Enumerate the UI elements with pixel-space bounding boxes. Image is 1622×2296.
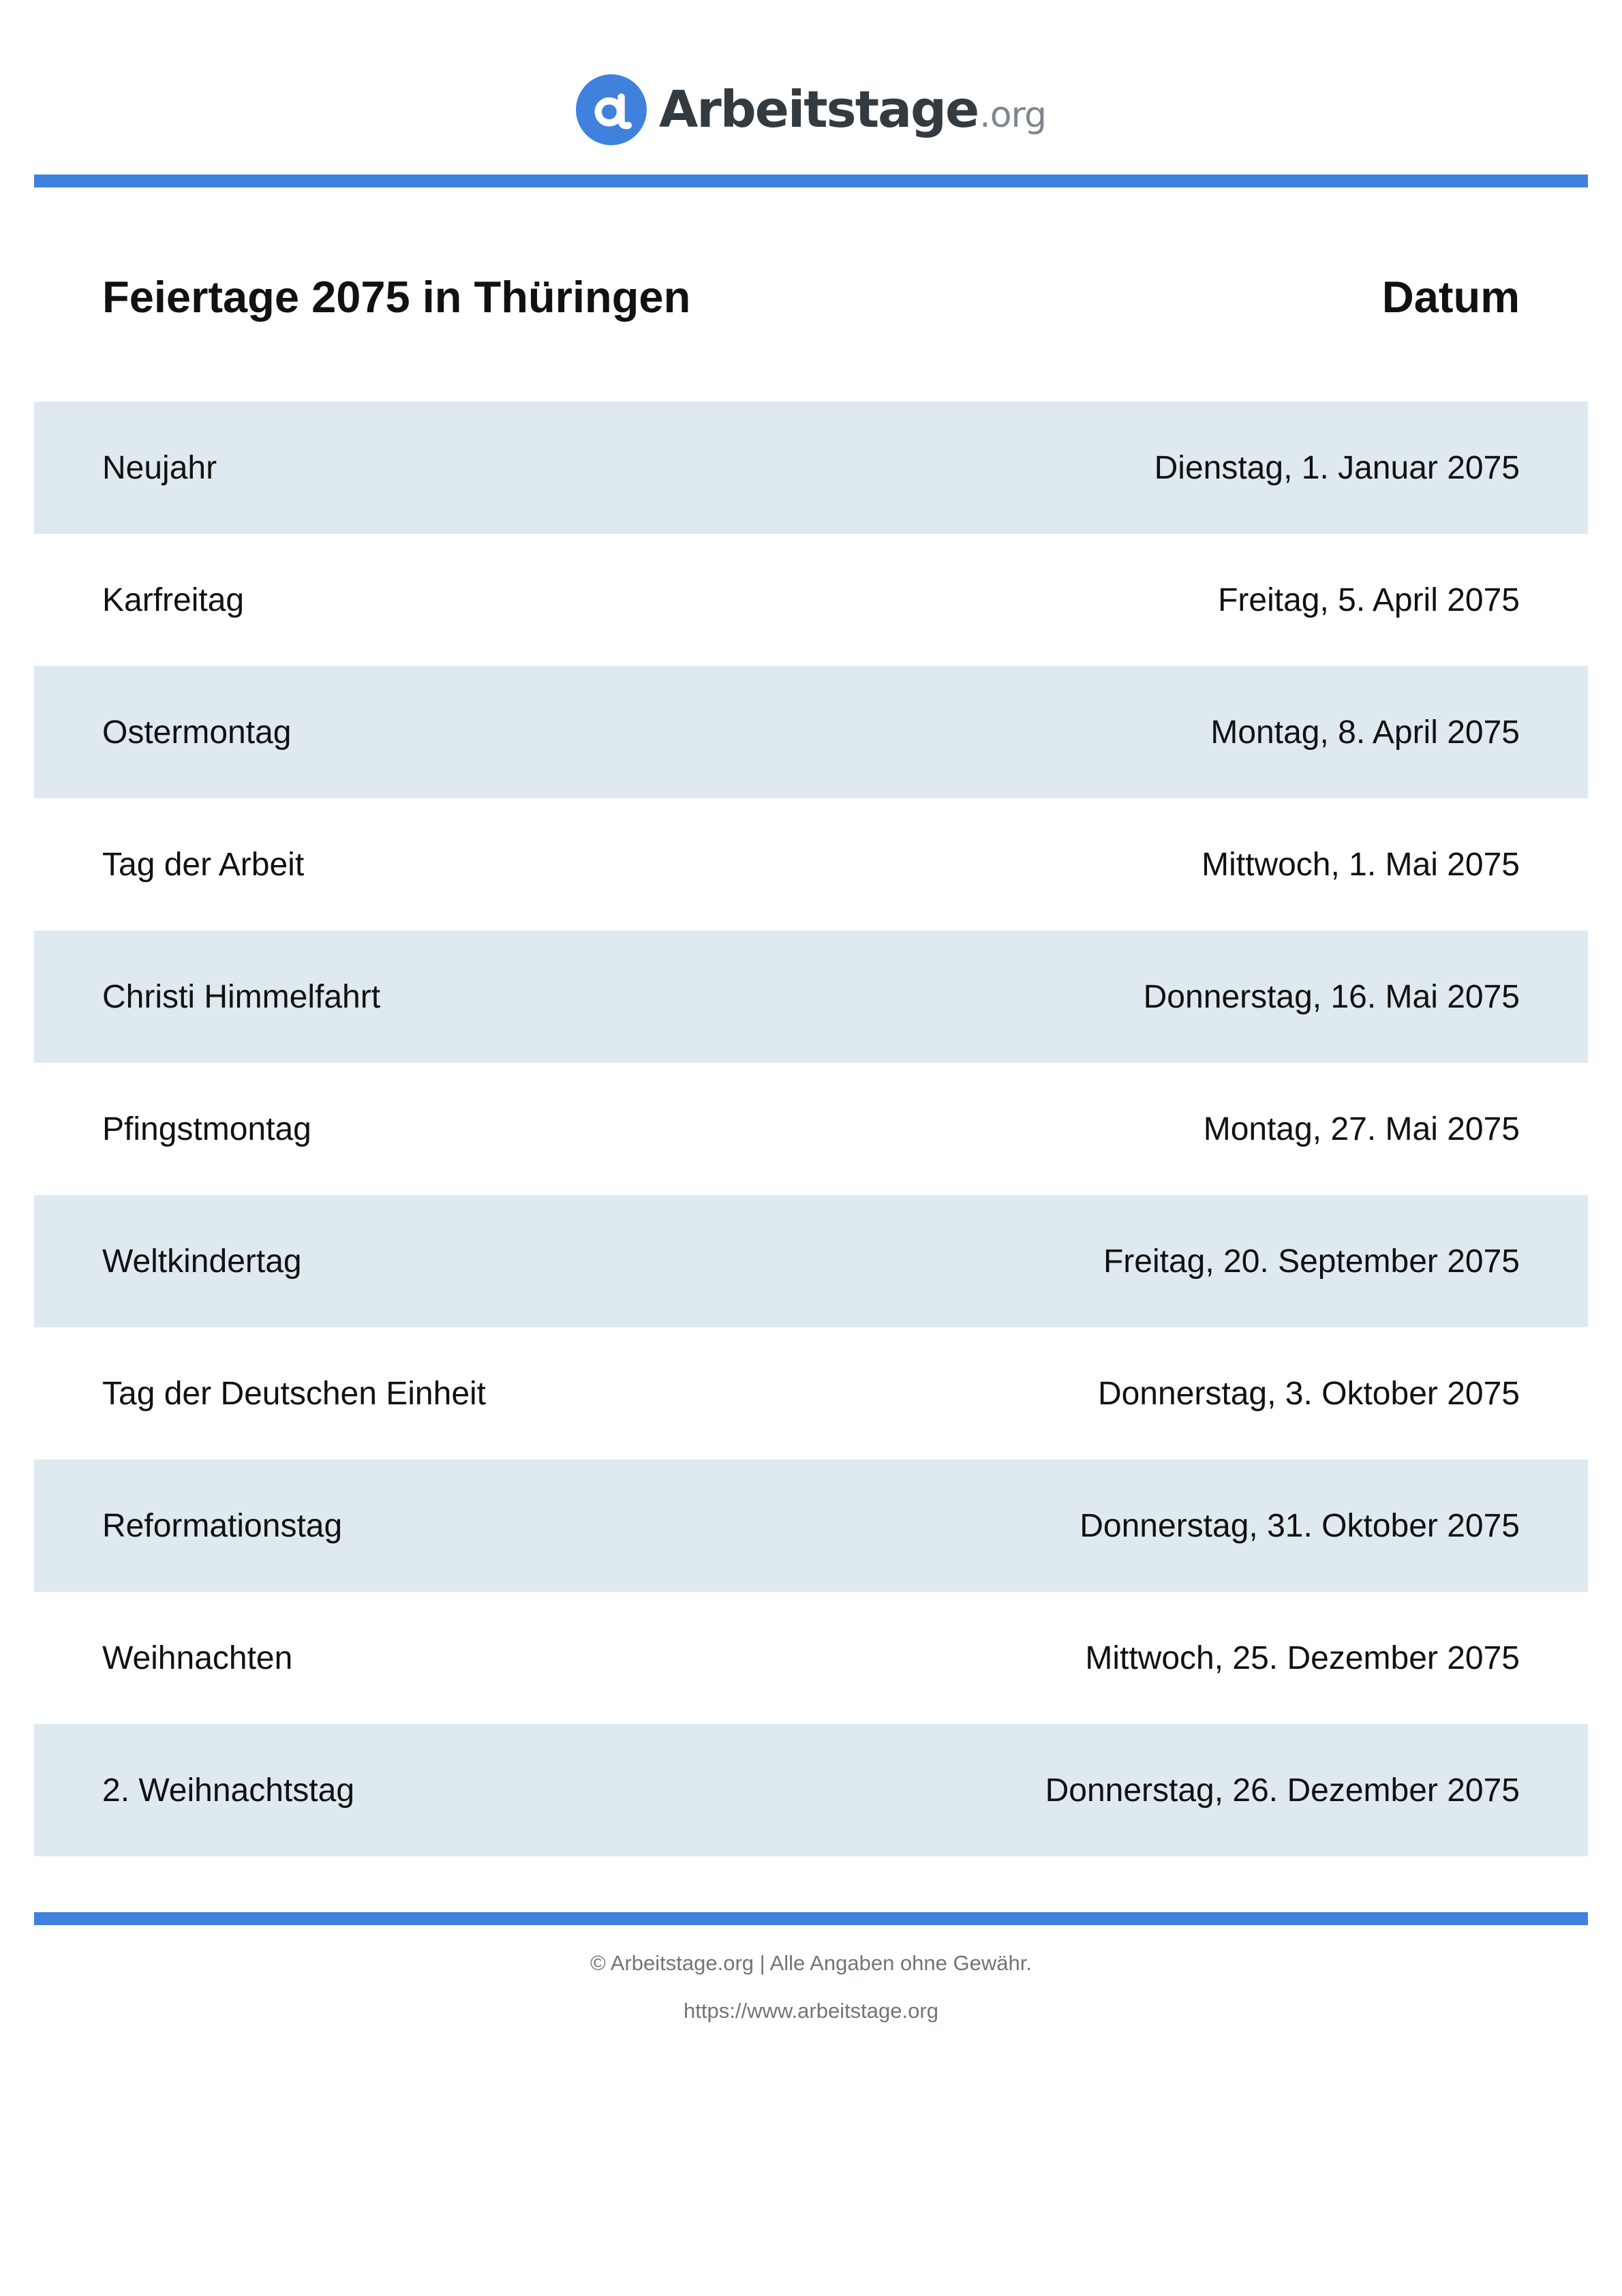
- logo-name: Arbeitstage: [658, 80, 979, 139]
- table-row: [34, 666, 1588, 798]
- table-row: [34, 1327, 1588, 1460]
- holiday-name: 2. Weihnachtstag: [102, 1772, 355, 1809]
- holiday-date: Donnerstag, 31. Oktober 2075: [1080, 1507, 1520, 1544]
- table-header: [34, 252, 1588, 341]
- holiday-name: Tag der Deutschen Einheit: [102, 1375, 487, 1412]
- holiday-table: [34, 402, 1588, 1856]
- logo-tld: .org: [979, 95, 1046, 136]
- site-logo: [0, 72, 1622, 147]
- holiday-date: Donnerstag, 3. Oktober 2075: [1097, 1375, 1520, 1412]
- table-row: [34, 1063, 1588, 1195]
- top-divider: [34, 175, 1588, 187]
- holiday-date: Mittwoch, 1. Mai 2075: [1202, 846, 1520, 883]
- table-row: [34, 1724, 1588, 1856]
- table-title: Feiertage 2075 in Thüringen: [102, 271, 691, 322]
- holiday-name: Karfreitag: [102, 581, 245, 618]
- footer-url[interactable]: https://www.arbeitstage.org: [684, 1999, 938, 2023]
- table-row: [34, 798, 1588, 931]
- table-row: [34, 1460, 1588, 1592]
- holiday-date: Donnerstag, 16. Mai 2075: [1143, 978, 1520, 1015]
- column-header-date: Datum: [1381, 271, 1520, 322]
- holiday-date: Montag, 27. Mai 2075: [1203, 1111, 1520, 1147]
- table-row: [34, 1195, 1588, 1327]
- holiday-name: Reformationstag: [102, 1507, 343, 1544]
- bottom-divider: [34, 1912, 1588, 1925]
- table-row: [34, 402, 1588, 534]
- holiday-date: Donnerstag, 26. Dezember 2075: [1045, 1772, 1520, 1809]
- at-sign-icon: [576, 74, 647, 145]
- holiday-date: Freitag, 20. September 2075: [1103, 1243, 1520, 1280]
- holiday-name: Weihnachten: [102, 1640, 293, 1676]
- holiday-date: Mittwoch, 25. Dezember 2075: [1085, 1640, 1520, 1676]
- holiday-date: Freitag, 5. April 2075: [1218, 581, 1520, 618]
- footer-copyright: © Arbeitstage.org | Alle Angaben ohne Gewähr.: [590, 1951, 1032, 1975]
- holiday-name: Neujahr: [102, 449, 217, 486]
- holiday-name: Ostermontag: [102, 714, 292, 751]
- holiday-date: Dienstag, 1. Januar 2075: [1154, 449, 1520, 486]
- holiday-name: Christi Himmelfahrt: [102, 978, 381, 1015]
- table-row: [34, 931, 1588, 1063]
- table-row: [34, 1592, 1588, 1724]
- holiday-name: Pfingstmontag: [102, 1111, 311, 1147]
- table-row: [34, 534, 1588, 666]
- logo-wordmark: [658, 80, 1046, 139]
- holiday-name: Tag der Arbeit: [102, 846, 305, 883]
- logo-group: [576, 74, 1046, 145]
- holiday-date: Montag, 8. April 2075: [1210, 714, 1520, 751]
- holiday-name: Weltkindertag: [102, 1243, 302, 1280]
